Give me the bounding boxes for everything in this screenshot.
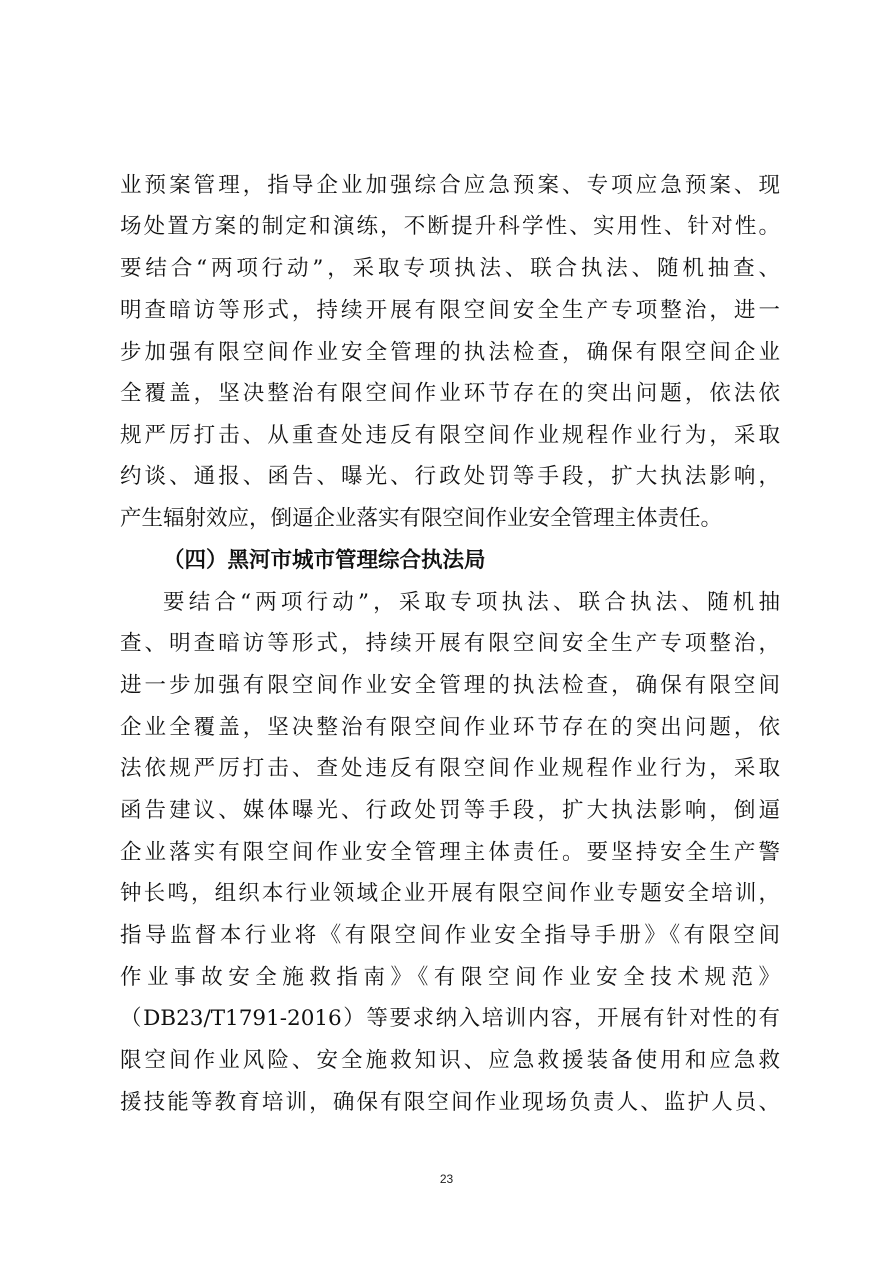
text-line: 法依规严厉打击、查处违反有限空间作业规程作业行为，采取 (120, 756, 780, 781)
text-line: 全覆盖，坚决整治有限空间作业环节存在的突出问题，依法依 (120, 381, 780, 406)
text-line: 查、明查暗访等形式，持续开展有限空间安全生产专项整治， (120, 631, 780, 656)
text-line: 指导监督本行业将《有限空间作业安全指导手册》《有限空间 (120, 923, 780, 948)
text-line: 援技能等教育培训，确保有限空间作业现场负责人、监护人员、 (120, 1090, 780, 1115)
text-line: 要结合“两项行动”，采取专项执法、联合执法、随机抽查、 (120, 256, 780, 281)
page-number: 23 (439, 1172, 454, 1186)
text-line: 企业落实有限空间作业安全管理主体责任。要坚持安全生产警 (120, 840, 780, 865)
text-line: 进一步加强有限空间作业安全管理的执法检查，确保有限空间 (120, 673, 780, 698)
text-line: 约谈、通报、函告、曝光、行政处罚等手段，扩大执法影响， (120, 464, 780, 489)
text-line: 明查暗访等形式，持续开展有限空间安全生产专项整治，进一 (120, 298, 780, 323)
text-line: 规严厉打击、从重查处违反有限空间作业规程作业行为，采取 (120, 423, 780, 448)
text-line: 步加强有限空间作业安全管理的执法检查，确保有限空间企业 (120, 340, 780, 365)
section-heading: （四）黑河市城市管理综合执法局 (163, 548, 486, 573)
text-line: 企业全覆盖，坚决整治有限空间作业环节存在的突出问题，依 (120, 715, 780, 740)
text-line: （DB23/T1791-2016）等要求纳入培训内容，开展有针对性的有 (120, 1006, 780, 1031)
text-line: 产生辐射效应，倒逼企业落实有限空间作业安全管理主体责任。 (120, 506, 723, 531)
text-line: 限空间作业风险、安全施救知识、应急救援装备使用和应急救 (120, 1048, 780, 1073)
text-line: 场处置方案的制定和演练，不断提升科学性、实用性、针对性。 (120, 214, 780, 239)
text-line: 钟长鸣，组织本行业领域企业开展有限空间作业专题安全培训， (120, 881, 780, 906)
text-line: 要结合“两项行动”，采取专项执法、联合执法、随机抽 (163, 590, 780, 615)
text-line: 函告建议、媒体曝光、行政处罚等手段，扩大执法影响，倒逼 (120, 798, 780, 823)
text-line: 业预案管理，指导企业加强综合应急预案、专项应急预案、现 (120, 173, 780, 198)
text-line: 作业事故安全施救指南》《有限空间作业安全技术规范》 (120, 965, 780, 990)
